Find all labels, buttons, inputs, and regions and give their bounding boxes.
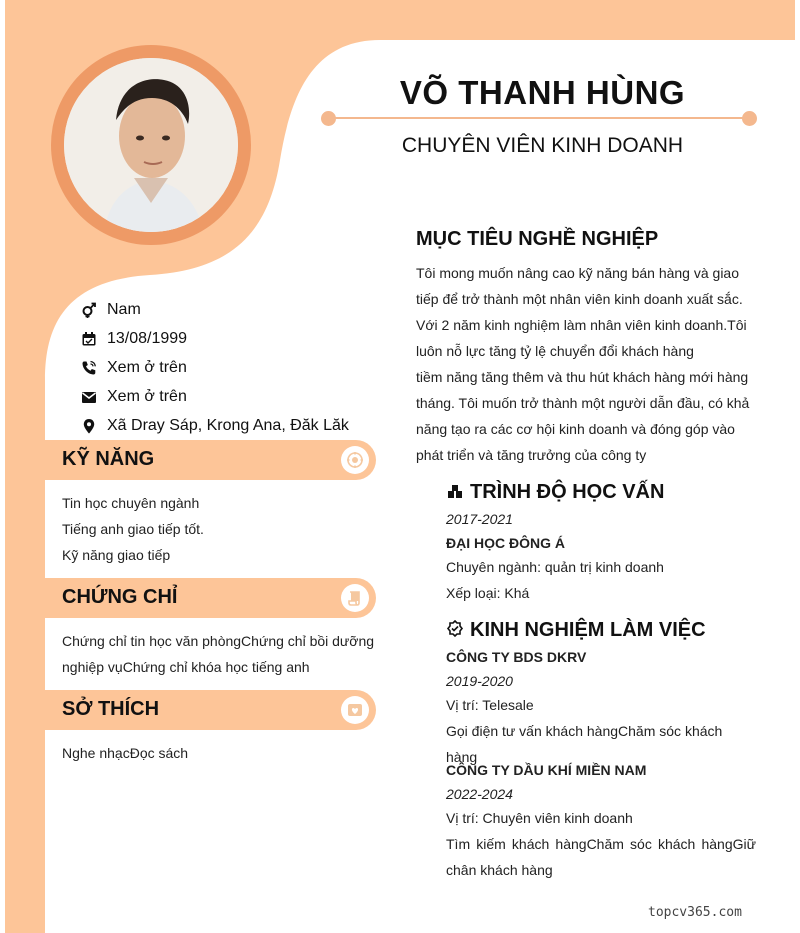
skill-item: Kỹ năng giao tiếp xyxy=(62,547,171,563)
calendar-icon xyxy=(80,330,98,348)
badge-icon xyxy=(446,620,464,638)
objective-line: luôn nỗ lực tăng tỷ lệ chuyển đổi khách hàng xyxy=(416,343,694,359)
education-grade: Xếp loại: Khá xyxy=(446,585,530,601)
info-gender xyxy=(80,295,380,324)
objective-line: Với 2 năm kinh nghiệm làm nhân viên kinh doanh.Tôi xyxy=(416,317,747,333)
job-duties: Tìm kiếm khách hàngChăm sóc khách hàngGiữ chân khách hàng xyxy=(446,836,756,878)
info-email xyxy=(80,382,380,411)
hobbies-title: SỞ THÍCH xyxy=(62,698,160,720)
certificates-title: CHỨNG CHỈ xyxy=(62,586,178,608)
education-major: Chuyên ngành: quản trị kinh doanh xyxy=(446,559,664,575)
skill-item: Tiếng anh giao tiếp tốt. xyxy=(62,521,204,537)
hobbies-header xyxy=(45,690,376,730)
location-icon xyxy=(80,417,98,435)
info-address xyxy=(80,411,380,440)
education-period: 2017-2021 xyxy=(446,511,513,527)
title-divider xyxy=(328,117,750,119)
info-gender-value: Nam xyxy=(107,300,141,318)
skills-title: KỸ NĂNG xyxy=(62,448,155,470)
objective-line: năng tạo ra các cơ hội kinh doanh và đóng góp vào xyxy=(416,421,735,437)
experience-job xyxy=(446,759,756,883)
education-header xyxy=(446,481,664,504)
education-block xyxy=(446,508,756,606)
info-phone xyxy=(80,353,380,382)
objective-text xyxy=(416,260,756,468)
job-period: 2019-2020 xyxy=(446,673,513,689)
info-address-value: Xã Dray Sáp, Krong Ana, Đăk Lăk xyxy=(107,416,349,434)
job-title: CHUYÊN VIÊN KINH DOANH xyxy=(401,134,684,157)
certificates-header xyxy=(45,578,376,618)
job-position: Vị trí: Telesale xyxy=(446,697,534,713)
experience-header xyxy=(446,619,706,642)
info-phone-value: Xem ở trên xyxy=(107,358,187,376)
skills-list xyxy=(62,490,377,568)
education-title: TRÌNH ĐỘ HỌC VẤN xyxy=(470,481,665,503)
info-birthday xyxy=(80,324,380,353)
job-company: CÔNG TY DẦU KHÍ MIỀN NAM xyxy=(446,762,647,778)
avatar xyxy=(64,58,238,232)
job-duties: Gọi điện tư vấn khách hàngChăm sóc khách hàng xyxy=(446,723,723,765)
info-birthday-value: 13/08/1999 xyxy=(107,329,188,347)
job-position: Vị trí: Chuyên viên kinh doanh xyxy=(446,810,633,826)
experience-title: KINH NGHIỆM LÀM VIỆC xyxy=(470,619,706,641)
books-icon xyxy=(446,482,464,500)
education-school: ĐẠI HỌC ĐÔNG Á xyxy=(446,535,565,551)
full-name: VÕ THANH HÙNG xyxy=(399,74,686,111)
objective-line: tiếp để trở thành một nhân viên kinh doanh xuất sắc. xyxy=(416,291,743,307)
job-company: CÔNG TY BDS DKRV xyxy=(446,649,587,665)
info-email-value: Xem ở trên xyxy=(107,387,187,405)
objective-line: Tôi mong muốn nâng cao kỹ năng bán hàng và giao xyxy=(416,265,740,281)
heart-icon xyxy=(341,696,369,724)
objective-line: tiềm năng tăng thêm và thu hút khách hàng mới hàng xyxy=(416,369,749,385)
job-period: 2022-2024 xyxy=(446,786,513,802)
watermark: topcv365.com xyxy=(648,905,742,920)
objective-title: MỤC TIÊU NGHỀ NGHIỆP xyxy=(416,228,659,250)
phone-icon xyxy=(80,359,98,377)
experience-job xyxy=(446,646,756,770)
scroll-icon xyxy=(341,584,369,612)
objective-line: tháng. Tôi muốn trở thành một người dẫn đầu, có khả xyxy=(416,395,750,411)
divider-dot-right xyxy=(742,111,757,126)
skills-icon xyxy=(341,446,369,474)
skills-header xyxy=(45,440,376,480)
certificate-line: nghiệp vụChứng chỉ khóa học tiếng anh xyxy=(62,659,310,675)
hobbies-text: Nghe nhạcĐọc sách xyxy=(62,745,189,761)
certificate-line: Chứng chỉ tin học văn phòngChứng chỉ bồi dưỡng xyxy=(62,633,375,649)
personal-info xyxy=(80,295,380,440)
email-icon xyxy=(80,388,98,406)
certificates-text xyxy=(62,628,377,680)
divider-dot-left xyxy=(321,111,336,126)
gender-icon xyxy=(80,301,98,319)
objective-line: phát triển và tăng trưởng của công ty xyxy=(416,447,647,463)
skill-item: Tin học chuyên ngành xyxy=(62,495,200,511)
